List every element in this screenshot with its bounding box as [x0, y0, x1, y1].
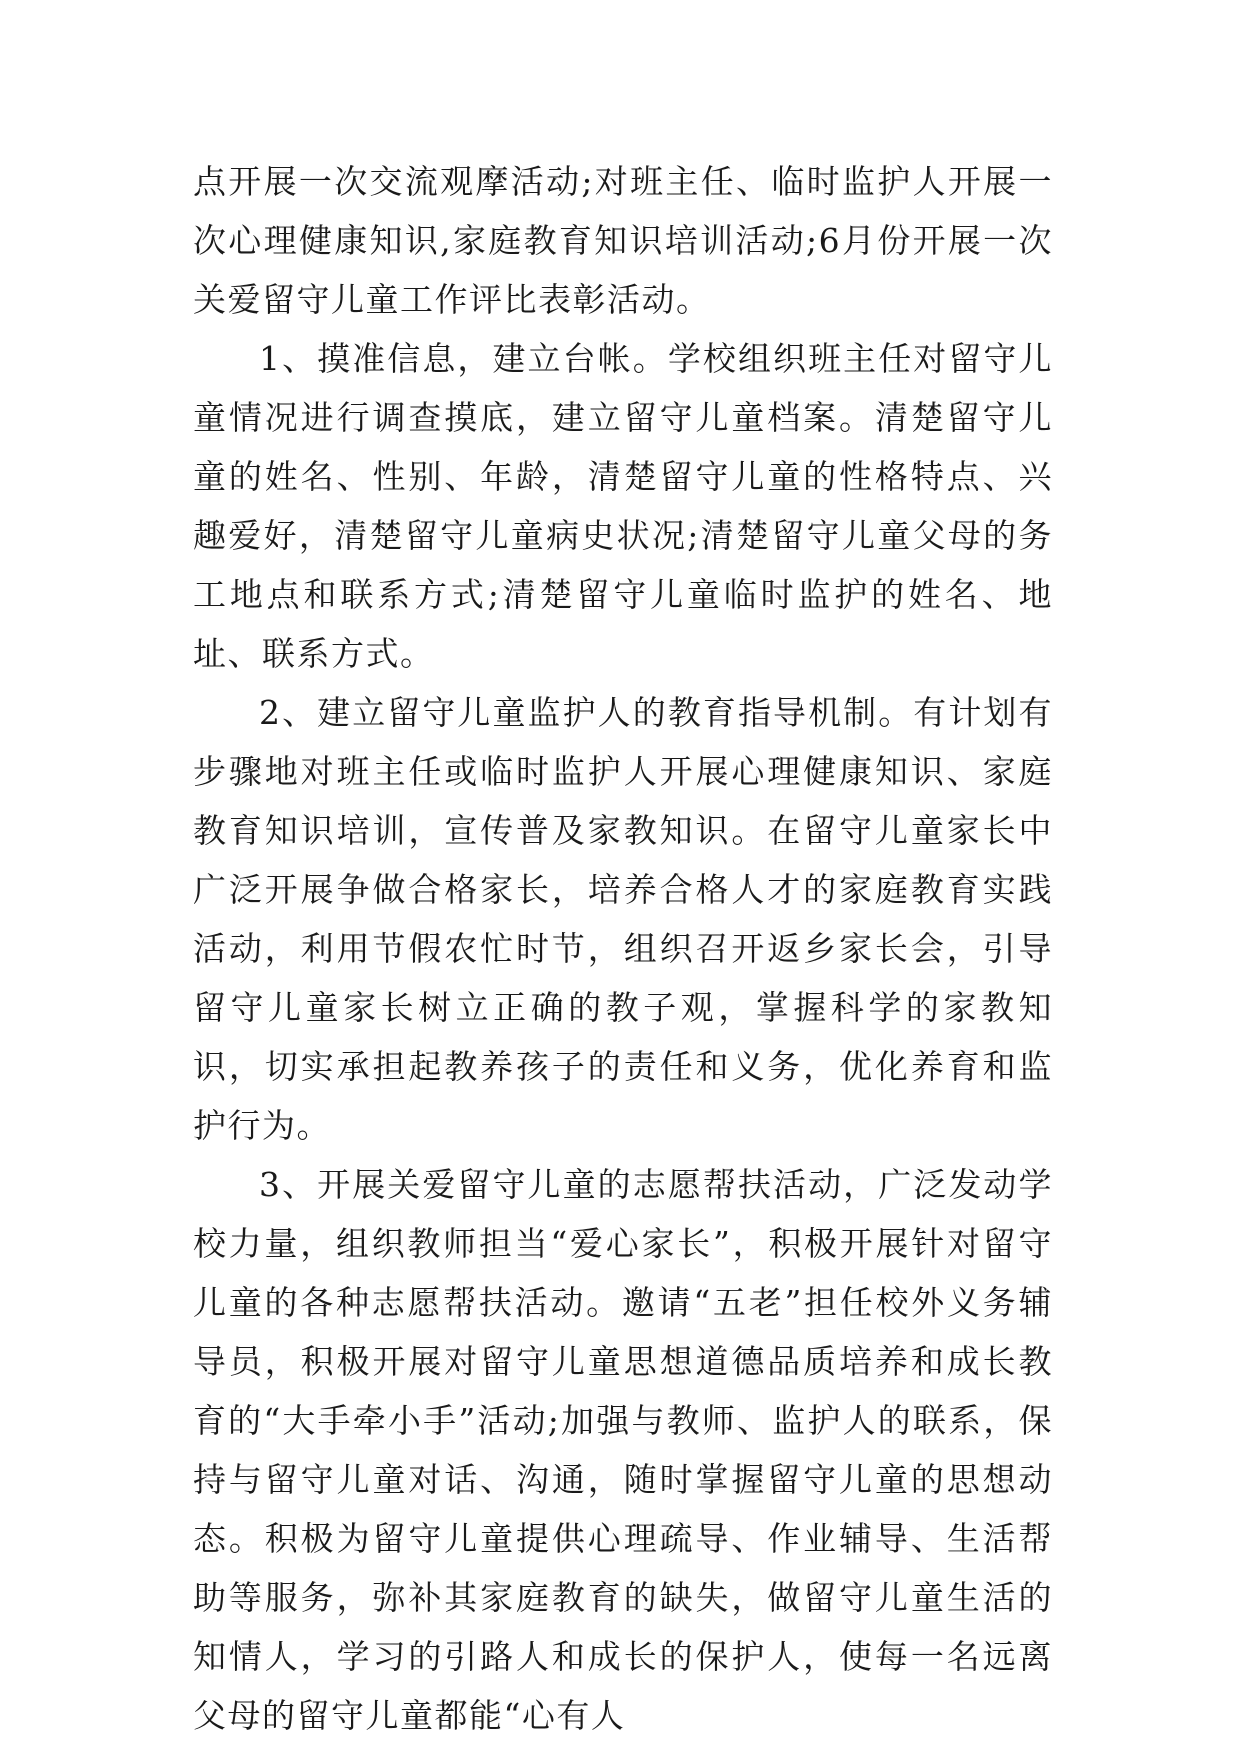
- body-text: [193, 152, 1053, 1745]
- paragraph-continuation: 点开展一次交流观摩活动;对班主任、临时监护人开展一次心理健康知识,家庭教育知识培训活动;6月份开展一次关爱留守儿童工作评比表彰活动。: [193, 162, 1053, 319]
- paragraph-item-2: 2、建立留守儿童监护人的教育指导机制。有计划有步骤地对班主任或临时监护人开展心理健康知识、家庭教育知识培训，宣传普及家教知识。在留守儿童家长中广泛开展争做合格家长，培养合格人才的家庭教育实践活动，利用节假农忙时节，组织召开返乡家长会，引导留守儿童家长树立正确的教子观，掌握科学的家教知识，切实承担起教养孩子的责任和义务，优化养育和监护行为。: [193, 693, 1053, 1145]
- paragraph-item-1: 1、摸准信息，建立台帐。学校组织班主任对留守儿童情况进行调查摸底，建立留守儿童档案。清楚留守儿童的姓名、性别、年龄，清楚留守儿童的性格特点、兴趣爱好，清楚留守儿童病史状况;清楚留守儿童父母的务工地点和联系方式;清楚留守儿童临时监护的姓名、地址、联系方式。: [193, 339, 1053, 673]
- paragraph-item-3: 3、开展关爱留守儿童的志愿帮扶活动，广泛发动学校力量，组织教师担当“爱心家长”，积极开展针对留守儿童的各种志愿帮扶活动。邀请“五老”担任校外义务辅导员，积极开展对留守儿童思想道德品质培养和成长教育的“大手牵小手”活动;加强与教师、监护人的联系，保持与留守儿童对话、沟通，随时掌握留守儿童的思想动态。积极为留守儿童提供心理疏导、作业辅导、生活帮助等服务，弥补其家庭教育的缺失，做留守儿童生活的知情人，学习的引路人和成长的保护人，使每一名远离父母的留守儿童都能“心有人: [193, 1165, 1053, 1735]
